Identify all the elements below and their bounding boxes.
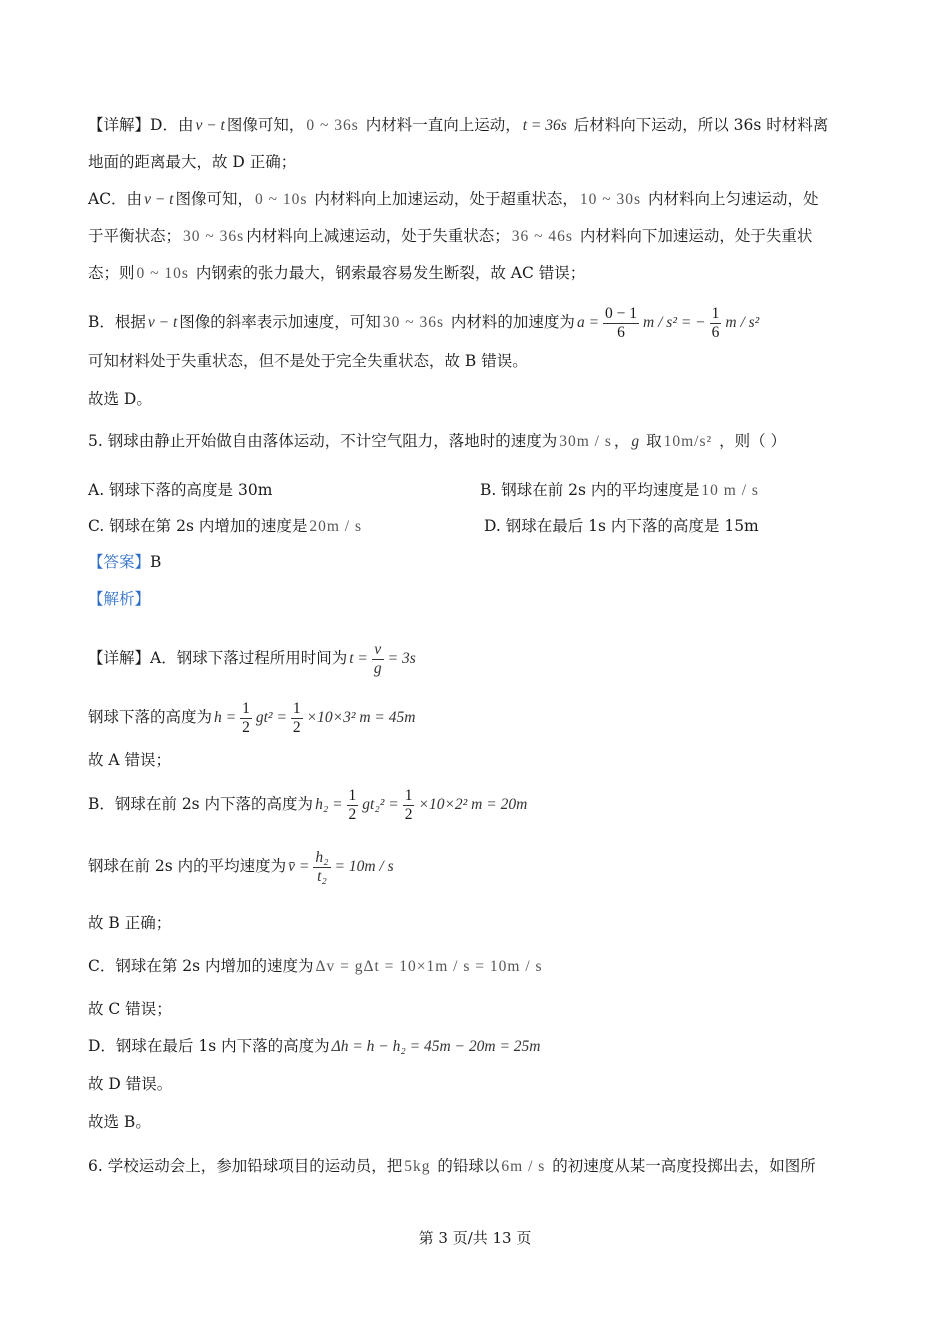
option-c: C. 钢球在第 2s 内增加的速度是 20m / s xyxy=(88,517,362,535)
sol-b2: 钢球在前 2s 内的平均速度为 v̄ = $\frac{\text{h₂}}{\text{t₂}}$ = 10m / s xyxy=(88,848,394,885)
p1-line2: 地面的距离最大，故 D 正确； xyxy=(88,153,297,171)
p3-line2: 可知材料处于失重状态，但不是处于完全失重状态，故 B 错误。 xyxy=(88,352,528,370)
fraction: $\frac{1}{2}$ xyxy=(348,786,357,823)
q6-stem: 6. 学校运动会上，参加铅球项目的运动员，把 5kg 的铅球以 6m / s 的初速度从某一高度投掷出去，如图所 xyxy=(88,1157,816,1175)
fraction: $\frac{1}{2}$ xyxy=(404,786,413,823)
answer-tag: 【答案】 xyxy=(88,553,151,571)
fraction: $\frac{1}{2}$ xyxy=(292,699,301,736)
page-footer: 第 3 页/共 13 页 xyxy=(418,1229,532,1247)
fraction: $\frac{1}{6}$ xyxy=(711,304,720,341)
sol-c1: C．钢球在第 2s 内增加的速度为 Δv = gΔt = 10×1m / s = 10m / s xyxy=(88,957,543,975)
sol-b3: 故 B 正确； xyxy=(88,914,172,932)
p3-line3: 故选 D。 xyxy=(88,390,152,408)
fraction: $\frac{v}{g}$ xyxy=(373,640,382,677)
sol-d1: D．钢球在最后 1s 内下落的高度为 Δh = h − h₂ = 45m − 20m = 25m xyxy=(88,1037,541,1055)
sol-a1: 【详解】A．钢球下落过程所用时间为 t = $\frac{v}{g}$ = 3s xyxy=(88,640,416,677)
sol-c2: 故 C 错误； xyxy=(88,1000,172,1018)
p3-line1: B．根据 v − t 图像的斜率表示加速度，可知 30 ~ 36s 内材料的加速度为 a = $\frac{0 - 1}{6}$ m / s² = − $\frac{1}{6}$ m / s² xyxy=(88,304,760,341)
fraction: $\frac{0 - 1}{6}$ xyxy=(605,304,638,341)
fraction: $\frac{1}{2}$ xyxy=(242,699,250,736)
sol-b1: B．钢球在前 2s 内下落的高度为 h₂ = $\frac{1}{2}$ gt₂² = $\frac{1}{2}$ ×10×2² m = 20m xyxy=(88,786,528,823)
option-d: D. 钢球在最后 1s 内下落的高度是 15m xyxy=(484,517,759,535)
p1-line1: 【详解】D．由 v − t 图像可知， 0 ~ 36s 内材料一直向上运动， t = 36s 后材料向下运动，所以 36s 时材料离 xyxy=(88,116,829,134)
sol-d3: 故选 B。 xyxy=(88,1113,151,1131)
sol-d2: 故 D 错误。 xyxy=(88,1075,173,1093)
p2-line2: 于平衡状态； 30 ~ 36s 内材料向上减速运动，处于失重状态； 36 ~ 46s 内材料向下加速运动，处于失重状 xyxy=(88,227,813,245)
sol-a3: 故 A 错误； xyxy=(88,751,172,769)
option-b: B. 钢球在前 2s 内的平均速度是 10 m / s xyxy=(480,481,759,499)
option-a: A. 钢球下落的高度是 30m xyxy=(88,481,273,499)
answer-line xyxy=(88,551,161,573)
analysis-tag: 【解析】 xyxy=(88,590,151,608)
sol-a2: 钢球下落的高度为 h = $\frac{1}{2}$ gt² = $\frac{1}{2}$ ×10×3² m = 45m xyxy=(88,699,416,736)
detail-tag: 【详解】 xyxy=(88,116,151,134)
fraction: $\frac{\text{h₂}}{\text{t₂}}$ xyxy=(315,848,329,885)
answer-value: B xyxy=(150,553,162,571)
p2-line3: 态；则 0 ~ 10s 内钢索的张力最大，钢索最容易发生断裂，故 AC 错误； xyxy=(88,264,586,282)
p2-line1: AC．由 v − t 图像可知， 0 ~ 10s 内材料向上加速运动，处于超重状态， 10 ~ 30s 内材料向上匀速运动，处 xyxy=(88,190,819,208)
q5-stem: 5. 钢球由静止开始做自由落体运动，不计空气阻力，落地时的速度为 30m / s ， g 取 10m/s² ，则（ ） xyxy=(88,432,787,450)
